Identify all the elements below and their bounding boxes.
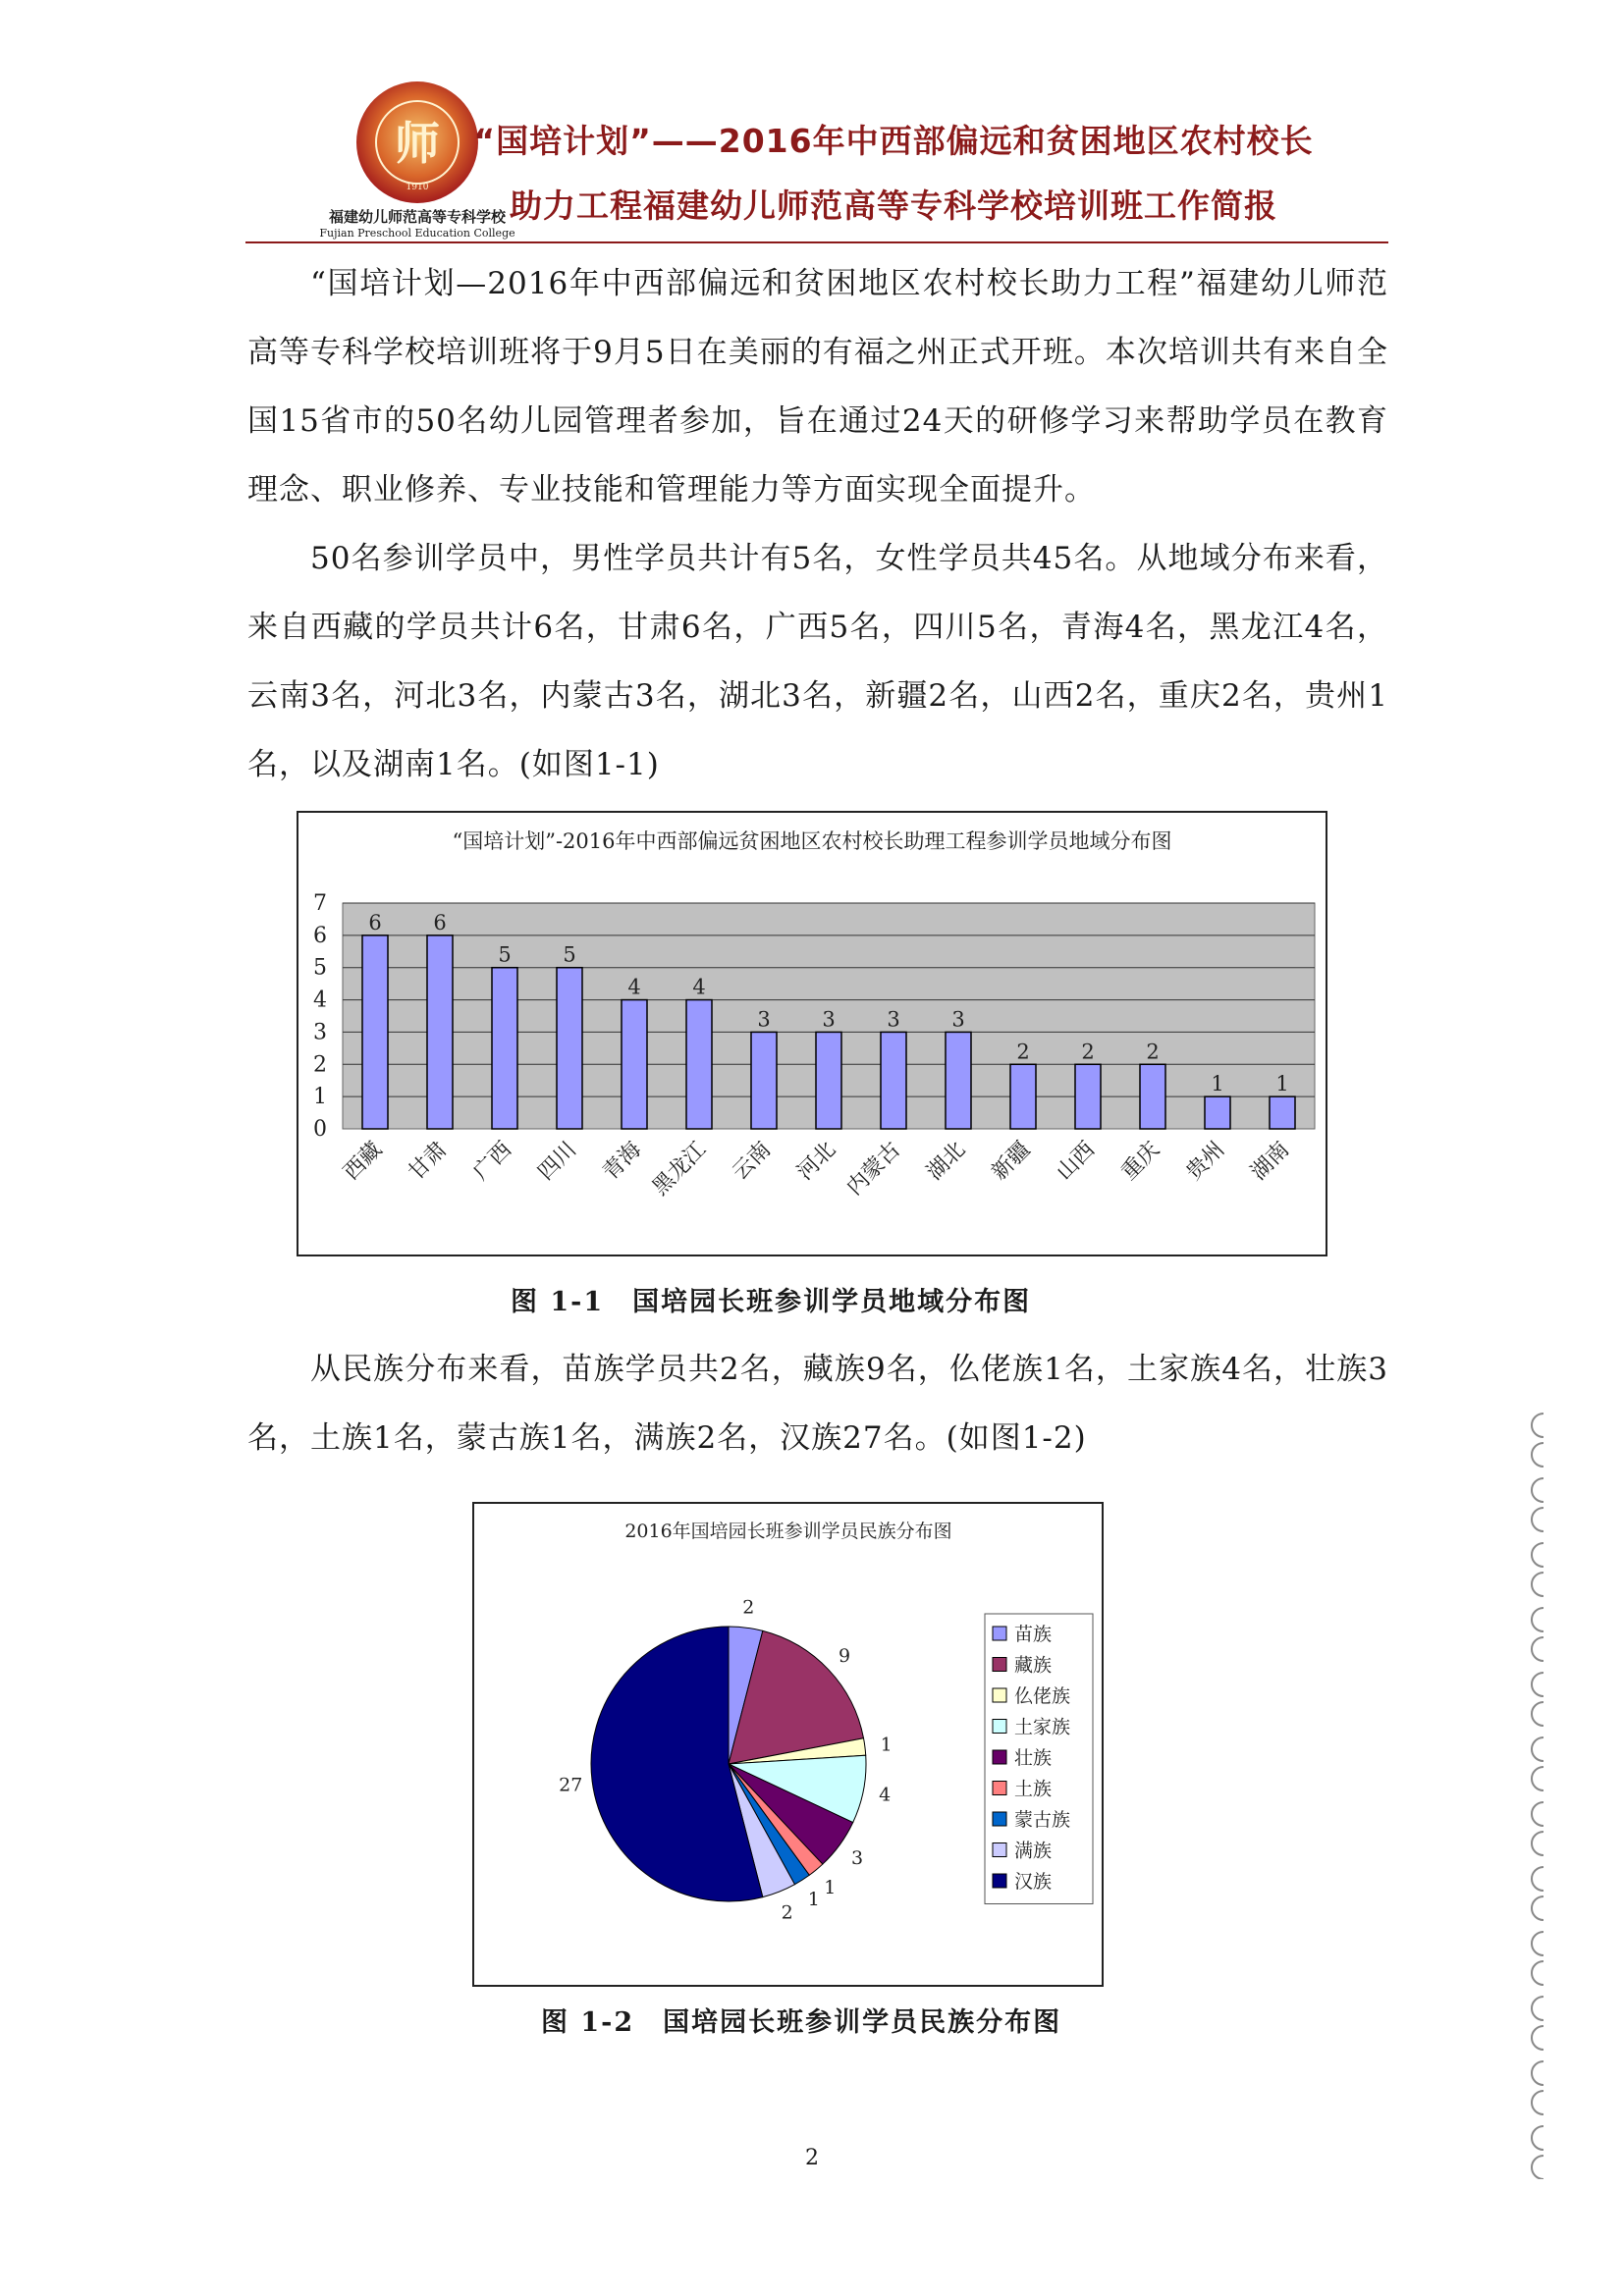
x-tick-label: 黑龙江 <box>647 1137 712 1201</box>
binding-ring <box>1532 1932 1543 1955</box>
binding-ring <box>1532 1832 1543 1855</box>
legend-label: 汉族 <box>1014 1871 1053 1893</box>
binding-ring <box>1532 2026 1543 2050</box>
legend-swatch <box>993 1658 1006 1672</box>
figure-caption-1: 图 1-1 国培园长班参训学员地域分布图 <box>511 1287 1032 1317</box>
legend-swatch <box>993 1874 1006 1888</box>
data-label: 4 <box>627 975 641 999</box>
bar-河北 <box>816 1032 841 1129</box>
slice-value-label: 4 <box>879 1784 892 1806</box>
pie-chart-title: 2016年国培园长班参训学员民族分布图 <box>624 1521 952 1542</box>
slice-value-label: 2 <box>781 1901 793 1924</box>
bar-重庆 <box>1140 1064 1165 1129</box>
data-label: 5 <box>563 942 576 967</box>
slice-value-label: 27 <box>559 1774 583 1796</box>
svg-text:师: 师 <box>395 117 440 170</box>
slice-value-label: 1 <box>824 1876 837 1898</box>
bar-甘肃 <box>427 935 453 1129</box>
binding-ring <box>1532 1737 1543 1761</box>
y-tick-label: 2 <box>313 1052 327 1078</box>
bar-内蒙古 <box>881 1032 906 1129</box>
y-tick-label: 4 <box>313 988 327 1013</box>
binding-ring <box>1532 1608 1543 1631</box>
slice-value-label: 1 <box>807 1888 820 1910</box>
slice-value-label: 3 <box>851 1847 864 1870</box>
bar-新疆 <box>1010 1064 1036 1129</box>
legend-label: 仫佬族 <box>1014 1685 1071 1707</box>
bar-湖南 <box>1270 1096 1295 1129</box>
slice-value-label: 2 <box>742 1596 755 1619</box>
binding-ring <box>1532 1637 1543 1661</box>
legend-label: 壮族 <box>1014 1747 1053 1769</box>
figure-caption-2: 图 1-2 国培园长班参训学员民族分布图 <box>541 2007 1062 2038</box>
legend-swatch <box>993 1750 1006 1764</box>
x-tick-label: 内蒙古 <box>841 1137 906 1201</box>
bar-广西 <box>492 968 517 1129</box>
paragraph-intro: “国培计划—2016年中西部偏远和贫困地区农村校长助力工程”福建幼儿师范高等专科学校培训班将于9月5日在美丽的有福之州正式开班。本次培训共有来自全国15省市的50名幼儿园管理者参加，旨在通过24天的研修学习来帮助学员在教育理念、职业修养、专业技能和管理能力等方面实现全面提升。 <box>247 266 1388 507</box>
legend-label: 土家族 <box>1014 1716 1071 1738</box>
slice-value-label: 1 <box>880 1734 893 1756</box>
x-tick-label: 云南 <box>728 1137 777 1186</box>
data-label: 3 <box>757 1007 771 1032</box>
bar-黑龙江 <box>686 1000 712 1129</box>
data-label: 3 <box>951 1007 965 1032</box>
x-tick-label: 新疆 <box>987 1137 1036 1186</box>
legend-swatch <box>993 1843 1006 1857</box>
header-title-line2: 助力工程福建幼儿师范高等专科学校培训班工作简报 <box>510 187 1277 225</box>
x-tick-label: 甘肃 <box>404 1137 453 1186</box>
x-tick-label: 河北 <box>792 1137 841 1186</box>
y-tick-label: 6 <box>313 923 327 948</box>
binding-ring <box>1532 1767 1543 1790</box>
x-tick-label: 湖南 <box>1246 1137 1295 1186</box>
x-tick-label: 广西 <box>468 1137 517 1186</box>
data-label: 2 <box>1146 1040 1160 1064</box>
paragraph-ethnicity: 从民族分布来看，苗族学员共2名，藏族9名，仫佬族1名，土家族4名，壮族3名，土族1名，蒙古族1名，满族2名，汉族27名。(如图1-2) <box>247 1352 1388 1456</box>
legend-swatch <box>993 1782 1006 1795</box>
legend-swatch <box>993 1720 1006 1734</box>
x-tick-label: 贵州 <box>1181 1137 1230 1186</box>
paragraph-region: 50名参训学员中，男性学员共计有5名，女性学员共45名。从地域分布来看，来自西藏的学员共计6名，甘肃6名，广西5名，四川5名，青海4名，黑龙江4名，云南3名，河北3名，内蒙古3名，湖北3名，新疆2名，山西2名，重庆2名，贵州1名，以及湖南1名。(如图1-1) <box>247 541 1388 782</box>
data-label: 3 <box>887 1007 900 1032</box>
binding-ring <box>1532 1673 1543 1696</box>
binding-ring <box>1532 1543 1543 1567</box>
header-title-line1: “国培计划”——2016年中西部偏远和贫困地区农村校长 <box>473 122 1314 160</box>
binding-ring <box>1532 1702 1543 1726</box>
svg-text:1910: 1910 <box>406 183 429 192</box>
bar-山西 <box>1075 1064 1101 1129</box>
x-tick-label: 西藏 <box>339 1137 388 1186</box>
legend-label: 土族 <box>1014 1778 1053 1800</box>
x-tick-label: 湖北 <box>922 1137 971 1186</box>
legend-swatch <box>993 1812 1006 1826</box>
binding-ring <box>1532 1802 1543 1826</box>
bar-西藏 <box>362 935 388 1129</box>
y-tick-label: 0 <box>313 1117 327 1142</box>
binding-ring <box>1532 1867 1543 1891</box>
y-tick-label: 1 <box>313 1085 327 1110</box>
data-label: 3 <box>822 1007 836 1032</box>
header-divider <box>245 241 1388 243</box>
x-tick-label: 四川 <box>533 1137 582 1186</box>
binding-ring <box>1532 2126 1543 2150</box>
binding-decoration <box>1502 1394 1561 2179</box>
data-label: 2 <box>1081 1040 1095 1064</box>
page-number: 2 <box>805 2146 819 2170</box>
data-label: 1 <box>1275 1072 1289 1096</box>
x-tick-label: 青海 <box>598 1137 647 1186</box>
binding-ring <box>1532 2091 1543 2114</box>
y-tick-label: 7 <box>313 891 327 916</box>
legend-label: 满族 <box>1014 1840 1053 1862</box>
bar-青海 <box>622 1000 647 1129</box>
binding-ring <box>1532 1443 1543 1467</box>
bar-云南 <box>751 1032 777 1129</box>
data-label: 1 <box>1211 1072 1224 1096</box>
ethnicity-pie-chart <box>474 1504 1102 1985</box>
bar-湖北 <box>946 1032 971 1129</box>
bar-chart-frame <box>297 811 1327 1256</box>
y-tick-label: 5 <box>313 955 327 981</box>
binding-ring <box>1532 1508 1543 1531</box>
legend-label: 蒙古族 <box>1014 1809 1071 1831</box>
binding-ring <box>1532 1997 1543 2020</box>
pie-chart-frame <box>472 1502 1104 1987</box>
data-label: 2 <box>1016 1040 1030 1064</box>
binding-ring <box>1532 1961 1543 1985</box>
binding-ring <box>1532 1478 1543 1502</box>
data-label: 6 <box>433 910 447 934</box>
x-tick-label: 重庆 <box>1116 1137 1165 1186</box>
data-label: 5 <box>498 942 512 967</box>
data-label: 6 <box>368 910 382 934</box>
legend-label: 藏族 <box>1014 1654 1053 1677</box>
binding-ring <box>1532 2061 1543 2085</box>
region-bar-chart <box>298 813 1326 1255</box>
x-tick-label: 山西 <box>1052 1137 1101 1186</box>
binding-ring <box>1532 1414 1543 1437</box>
y-tick-label: 3 <box>313 1020 327 1045</box>
bar-贵州 <box>1205 1096 1230 1129</box>
svg-text:Fujian Preschool Education Col: Fujian Preschool Education College <box>319 227 515 240</box>
binding-ring <box>1532 2156 1543 2179</box>
slice-value-label: 9 <box>839 1645 851 1668</box>
bar-四川 <box>557 968 582 1129</box>
data-label: 4 <box>692 975 706 999</box>
legend-swatch <box>993 1627 1006 1640</box>
binding-ring <box>1532 1573 1543 1596</box>
legend-label: 苗族 <box>1014 1624 1053 1645</box>
binding-ring <box>1532 1896 1543 1920</box>
bar-chart-title: “国培计划”-2016年中西部偏远贫困地区农村校长助理工程参训学员地域分布图 <box>452 829 1172 853</box>
svg-text:福建幼儿师范高等专科学校: 福建幼儿师范高等专科学校 <box>328 208 507 226</box>
legend-swatch <box>993 1688 1006 1702</box>
